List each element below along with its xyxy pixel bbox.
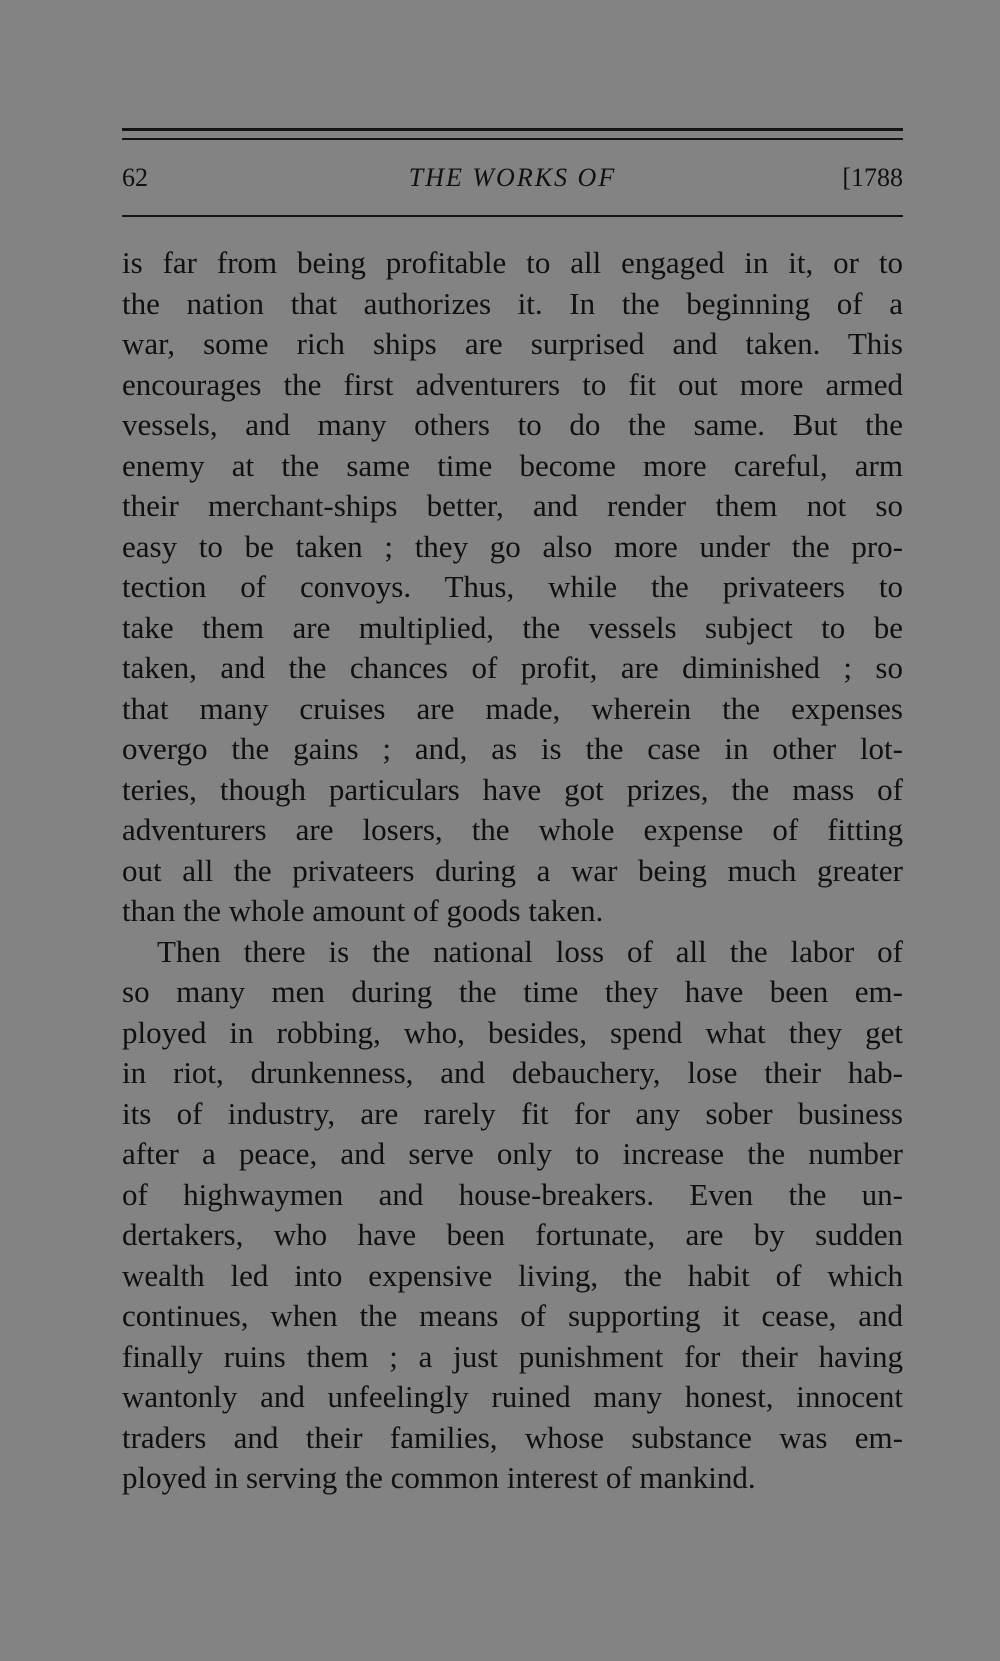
text-line: finally ruins them ; a just punishment for their having xyxy=(122,1338,903,1374)
text-line: wealth led into expensive living, the habit of which xyxy=(122,1257,903,1293)
text-line: tection of convoys. Thus, while the privateers to xyxy=(122,569,903,604)
text-line: easy to be taken ; they go also more under the pro- xyxy=(122,528,903,564)
paragraph xyxy=(122,243,903,932)
text-line: of highwaymen and house-breakers. Even the un- xyxy=(122,1176,903,1212)
page-number: 62 xyxy=(122,163,148,192)
header-rule xyxy=(122,215,903,217)
text-line: taken, and the chances of profit, are diminished ; so xyxy=(122,650,903,685)
text-line: their merchant-ships better, and render them not so xyxy=(122,488,903,523)
text-line: that many cruises are made, wherein the expenses xyxy=(122,690,903,726)
text-line: so many men during the time they have been em- xyxy=(122,974,903,1009)
text-line: vessels, and many others to do the same. But the xyxy=(122,407,903,442)
text-line: teries, though particulars have got prizes, the mass of xyxy=(122,771,903,807)
running-title: THE WORKS OF xyxy=(408,163,617,192)
text-line: than the whole amount of goods taken. xyxy=(122,893,604,928)
text-line: ployed in serving the common interest of mankind. xyxy=(122,1460,756,1495)
text-line: continues, when the means of supporting it cease, and xyxy=(122,1298,903,1333)
text-line: is far from being profitable to all engaged in it, or to xyxy=(122,245,903,280)
text-line: take them are multiplied, the vessels subject to be xyxy=(122,609,903,645)
text-line: out all the privateers during a war being much greater xyxy=(122,852,903,888)
text-line: its of industry, are rarely fit for any sober business xyxy=(122,1095,903,1131)
text-line: the nation that authorizes it. In the beginning of a xyxy=(122,285,903,321)
text-line: Then there is the national loss of all the labor of xyxy=(157,933,903,969)
text-line: adventurers are losers, the whole expense of fitting xyxy=(122,812,903,847)
text-line: after a peace, and serve only to increase the number xyxy=(122,1136,903,1171)
top-double-rule-upper xyxy=(122,128,903,131)
text-line: ployed in robbing, who, besides, spend what they get xyxy=(122,1014,903,1050)
text-line: overgo the gains ; and, as is the case in other lot- xyxy=(122,731,903,766)
text-line: dertakers, who have been fortunate, are by sudden xyxy=(122,1217,903,1252)
paragraph xyxy=(122,932,903,1499)
text-line: wantonly and unfeelingly ruined many honest, innocent xyxy=(122,1379,903,1414)
text-line: war, some rich ships are surprised and taken. This xyxy=(122,326,903,361)
text-line: encourages the first adventurers to fit out more armed xyxy=(122,366,903,402)
page-year: [1788 xyxy=(842,163,903,192)
text-line: enemy at the same time become more careful, arm xyxy=(122,447,903,483)
running-header xyxy=(122,163,903,199)
body-text xyxy=(122,243,903,1499)
text-line: traders and their families, whose substance was em- xyxy=(122,1419,903,1455)
top-double-rule-lower xyxy=(122,138,903,140)
text-line: in riot, drunkenness, and debauchery, lose their hab- xyxy=(122,1055,903,1090)
